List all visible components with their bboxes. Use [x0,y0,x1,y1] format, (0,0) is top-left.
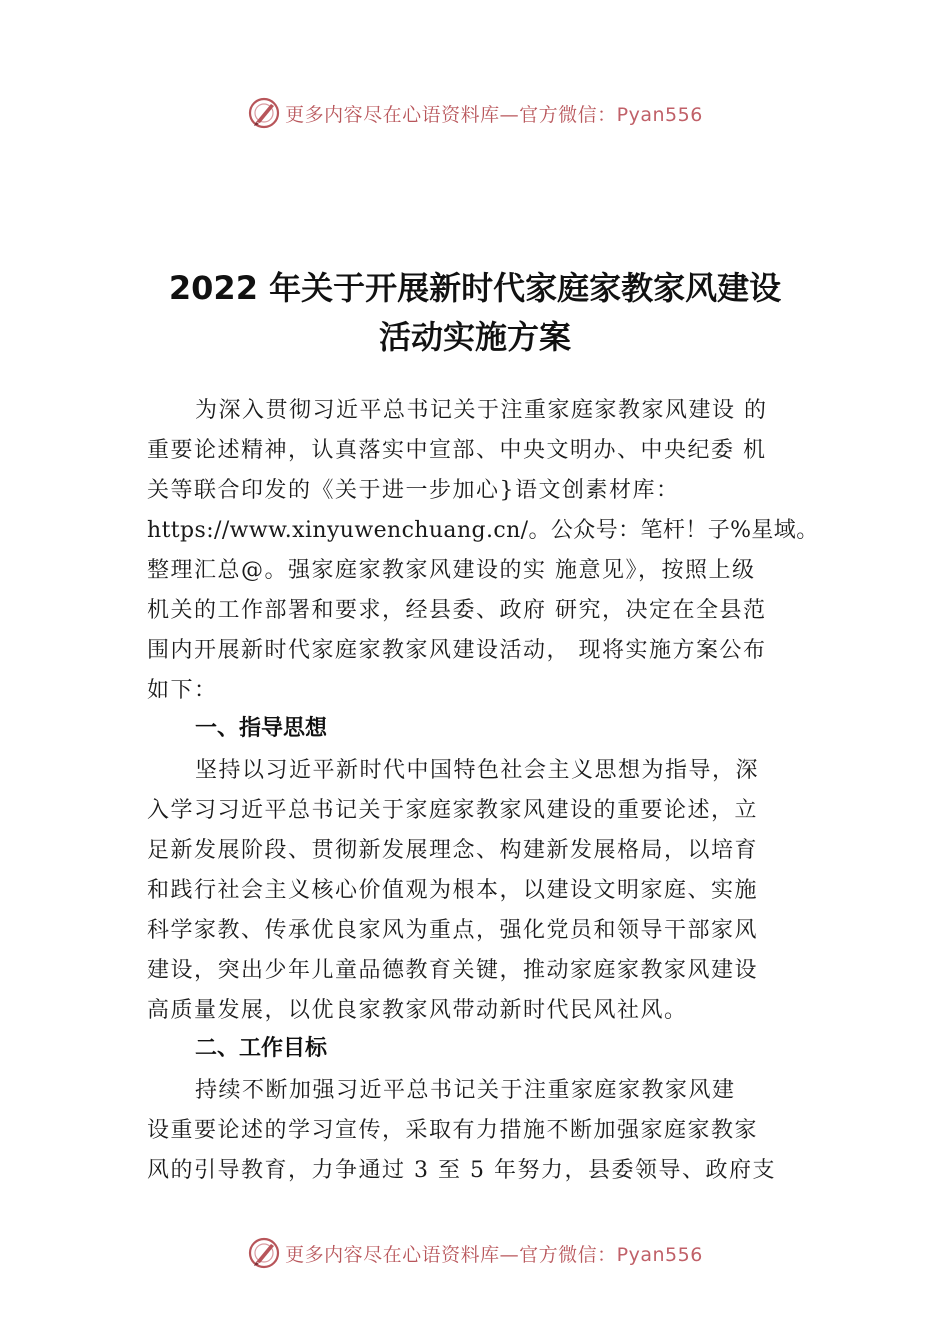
intro-line: 关等联合印发的《关于进一步加心}语文创素材库： [147,478,680,503]
section1-line: 建设，突出少年儿童品德教育关键，推动家庭家教家风建设 [147,958,759,983]
section1-line: 足新发展阶段、贯彻新发展理念、构建新发展格局，以培育 [147,838,759,863]
intro-line: 机关的工作部署和要求，经县委、政府 研究，决定在全县范 [147,598,767,623]
intro-line: 重要论述精神，认真落实中宣部、中央文明办、中央纪委 机 [147,438,767,463]
wechat-id: Pyan556 [616,1243,703,1266]
section2-line: 设重要论述的学习宣传，采取有力措施不断加强家庭家教家 [147,1118,759,1143]
footer-watermark-banner [0,1233,950,1273]
document-title-line-2: 活动实施方案 [378,318,571,356]
quill-seal-icon [247,1236,281,1270]
intro-line: https://www.xinyuwenchuang.cn/。公众号：笔杆！子%星域。 [147,518,819,543]
section2-line: 持续不断加强习近平总书记关于注重家庭家教家风建 [195,1078,736,1103]
intro-line: 为深入贯彻习近平总书记关于注重家庭家教家风建设 的 [195,398,768,423]
section1-line: 坚持以习近平新时代中国特色社会主义思想为指导，深 [195,758,760,783]
section-heading-work-goals: 二、工作目标 [195,1036,328,1061]
intro-line: 如下： [147,678,218,703]
section-heading-guiding-ideology: 一、指导思想 [195,716,328,741]
section1-line: 入学习习近平总书记关于家庭家教家风建设的重要论述，立 [147,798,759,823]
banner-text: 更多内容尽在心语资料库—官方微信：Pyan556 [285,1243,703,1266]
wechat-id: Pyan556 [616,103,703,126]
intro-line: 围内开展新时代家庭家教家风建设活动， 现将实施方案公布 [147,638,767,663]
section1-line: 科学家教、传承优良家风为重点，强化党员和领导干部家风 [147,918,759,943]
quill-seal-icon [247,96,281,130]
intro-line: 整理汇总@。强家庭家教家风建设的实 施意见》，按照上级 [147,558,756,583]
document-title-line-1: 2022 年关于开展新时代家庭家教家风建设 [168,269,782,307]
section2-line: 风的引导教育，力争通过 3 至 5 年努力，县委领导、政府支 [147,1158,776,1183]
section1-line: 高质量发展，以优良家教家风带动新时代民风社风。 [147,998,688,1023]
section1-line: 和践行社会主义核心价值观为根本，以建设文明家庭、实施 [147,878,759,903]
banner-text: 更多内容尽在心语资料库—官方微信：Pyan556 [285,103,703,126]
header-watermark-banner [0,93,950,133]
